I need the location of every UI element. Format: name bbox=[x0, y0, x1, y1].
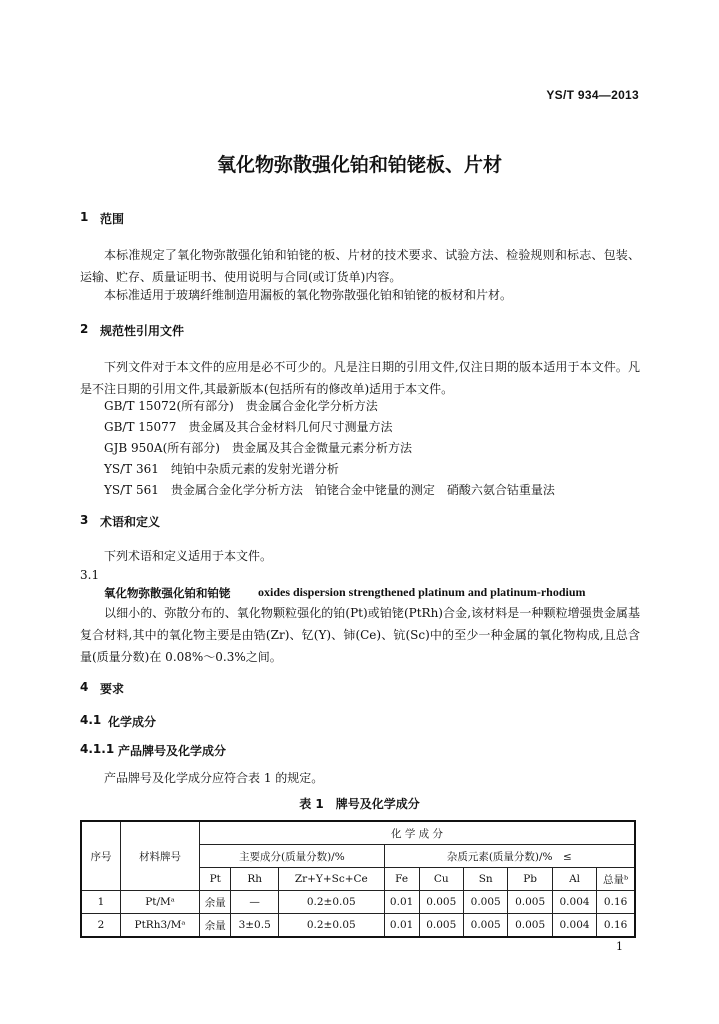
table-row bbox=[81, 891, 635, 914]
table-cell: Pt/Mᵃ bbox=[121, 891, 200, 914]
table-cell: PtRh3/Mᵃ bbox=[121, 914, 200, 938]
table-cell: 0.005 bbox=[508, 891, 552, 914]
table-cell: 1 bbox=[81, 891, 121, 914]
table-caption: 表 1 牌号及化学成分 bbox=[299, 797, 420, 811]
column-header: Zr+Y+Sc+Ce bbox=[278, 868, 384, 891]
table-cell: 0.005 bbox=[463, 914, 507, 938]
column-header: Pb bbox=[508, 868, 552, 891]
composition-table bbox=[80, 820, 636, 938]
table-cell: 0.004 bbox=[552, 914, 596, 938]
section-2-heading: 规范性引用文件 bbox=[100, 324, 185, 338]
table-row bbox=[81, 914, 635, 938]
section-4-heading: 要求 bbox=[100, 682, 125, 696]
column-header: Fe bbox=[384, 868, 419, 891]
column-header: Pt bbox=[200, 868, 231, 891]
section-3-number: 3 bbox=[80, 513, 89, 527]
table-cell: — bbox=[231, 891, 278, 914]
subsection-4-1-1-number: 4.1.1 bbox=[80, 742, 115, 756]
column-header: Al bbox=[552, 868, 596, 891]
table-cell: 0.005 bbox=[419, 914, 463, 938]
table-cell: 0.005 bbox=[419, 891, 463, 914]
section-1-number: 1 bbox=[80, 210, 89, 224]
column-header: Sn bbox=[463, 868, 507, 891]
standard-number: YS/T 934—2013 bbox=[546, 88, 639, 102]
reference-item: YS/T 361 纯铂中杂质元素的发射光谱分析 bbox=[104, 462, 339, 476]
section-1-heading: 范围 bbox=[100, 212, 125, 226]
table-cell: 0.2±0.05 bbox=[278, 914, 384, 938]
subsection-4-1-heading: 化学成分 bbox=[108, 715, 157, 729]
table-cell: 0.2±0.05 bbox=[278, 891, 384, 914]
page-number: 1 bbox=[616, 940, 623, 953]
table-cell: 0.005 bbox=[463, 891, 507, 914]
table-cell: 0.16 bbox=[597, 891, 635, 914]
section-4-number: 4 bbox=[80, 680, 89, 694]
reference-item: GJB 950A(所有部分) 贵金属及其合金微量元素分析方法 bbox=[104, 441, 412, 455]
subsection-4-1-1-heading: 产品牌号及化学成分 bbox=[118, 744, 227, 758]
term-number: 3.1 bbox=[80, 568, 100, 582]
header-chemical-composition: 化 学 成 分 bbox=[200, 821, 636, 845]
reference-item: GB/T 15072(所有部分) 贵金属合金化学分析方法 bbox=[104, 399, 378, 413]
section-3-intro: 下列术语和定义适用于本文件。 bbox=[104, 549, 273, 563]
column-header: 总量ᵇ bbox=[597, 868, 635, 891]
section-2-number: 2 bbox=[80, 322, 89, 336]
column-header: Rh bbox=[231, 868, 278, 891]
table-cell: 3±0.5 bbox=[231, 914, 278, 938]
header-seq: 序号 bbox=[81, 821, 121, 891]
reference-item: YS/T 561 贵金属合金化学分析方法 铂铑合金中铑量的测定 硝酸六氨合钴重量法 bbox=[104, 483, 555, 497]
table-cell: 0.004 bbox=[552, 891, 596, 914]
section-1-paragraph-2: 本标准适用于玻璃纤维制造用漏板的氧化物弥散强化铂和铂铑的板材和片材。 bbox=[104, 288, 513, 302]
term-definition: 以细小的、弥散分布的、氧化物颗粒强化的铂(Pt)或铂铑(PtRh)合金,该材料是一种颗粒增强贵金属基复合材料,其中的氧化物主要是由锆(Zr)、钇(Y)、铈(Ce)、钪(Sc)中的至少一种金属的氧化物构成,且总含量(质量分数)在 0.08%～0.3%之间。 bbox=[80, 606, 640, 664]
section-4-paragraph: 产品牌号及化学成分应符合表 1 的规定。 bbox=[104, 771, 324, 785]
reference-item: GB/T 15077 贵金属及其合金材料几何尺寸测量方法 bbox=[104, 420, 393, 434]
section-3-heading: 术语和定义 bbox=[100, 515, 161, 529]
header-impurities: 杂质元素(质量分数)/% ≤ bbox=[384, 845, 635, 868]
term-chinese: 氧化物弥散强化铂和铂铑 bbox=[104, 586, 231, 600]
header-grade: 材料牌号 bbox=[121, 821, 200, 891]
section-2-paragraph: 下列文件对于本文件的应用是必不可少的。凡是注日期的引用文件,仅注日期的版本适用于本文件。凡是不注日期的引用文件,其最新版本(包括所有的修改单)适用于本文件。 bbox=[80, 360, 640, 396]
column-header: Cu bbox=[419, 868, 463, 891]
table-cell: 0.005 bbox=[508, 914, 552, 938]
table-cell: 2 bbox=[81, 914, 121, 938]
table-cell: 余量 bbox=[200, 914, 231, 938]
document-title: 氧化物弥散强化铂和铂铑板、片材 bbox=[216, 154, 502, 176]
section-1-paragraph-1: 本标准规定了氧化物弥散强化铂和铂铑的板、片材的技术要求、试验方法、检验规则和标志、包装、运输、贮存、质量证明书、使用说明与合同(或订货单)内容。 bbox=[80, 248, 640, 284]
table-cell: 0.01 bbox=[384, 891, 419, 914]
table-cell: 0.01 bbox=[384, 914, 419, 938]
header-main-components: 主要成分(质量分数)/% bbox=[200, 845, 385, 868]
table-cell: 0.16 bbox=[597, 914, 635, 938]
table-cell: 余量 bbox=[200, 891, 231, 914]
term-english: oxides dispersion strengthened platinum and platinum-rhodium bbox=[258, 585, 586, 599]
subsection-4-1-number: 4.1 bbox=[80, 713, 102, 727]
